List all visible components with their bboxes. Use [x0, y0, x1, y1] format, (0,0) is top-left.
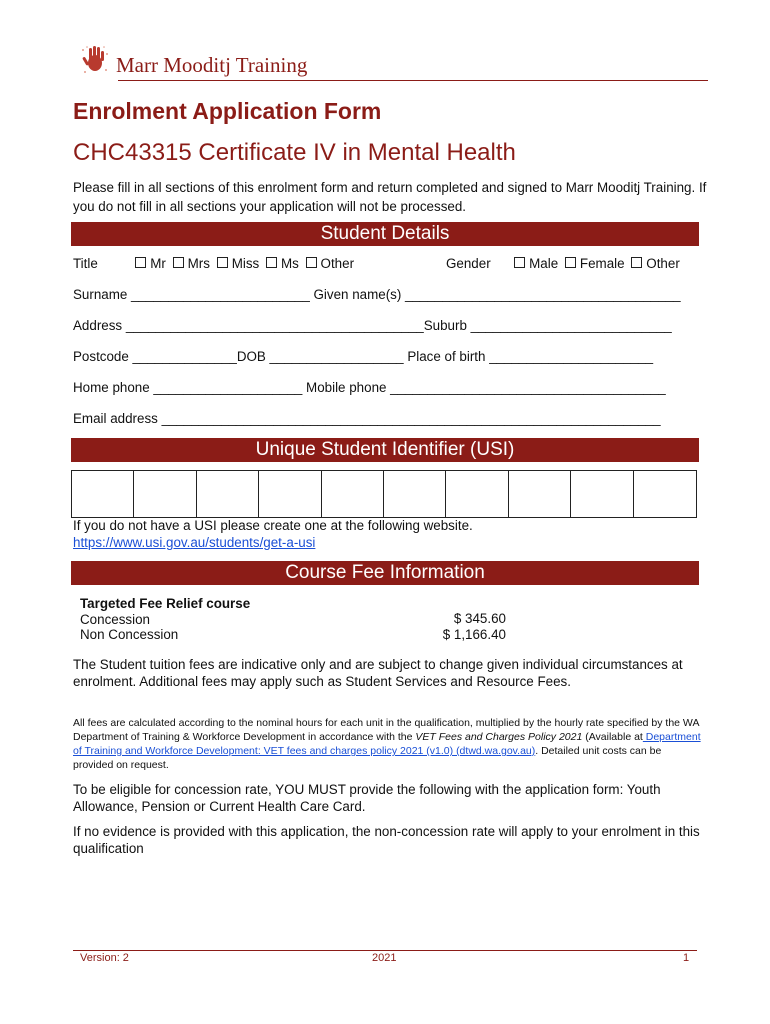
policy-link[interactable]: Department of Training and Workforce Development: VET fees and charges policy 2021 (v1.0) (dtwd.wa.gov.au) [73, 731, 701, 757]
title-row [73, 256, 357, 271]
checkbox[interactable] [266, 257, 277, 268]
usi-input-grid[interactable] [71, 470, 697, 518]
usi-link[interactable]: https://www.usi.gov.au/students/get-a-usi [73, 535, 316, 550]
footer-year: 2021 [372, 952, 397, 964]
fine-text-b: (Available at [582, 731, 643, 743]
postcode-row[interactable]: Postcode ______________DOB __________________ Place of birth ______________________ [73, 349, 654, 364]
title-label: Title [73, 256, 98, 271]
title-option-miss[interactable]: Miss [217, 256, 260, 271]
fee-course-type: Targeted Fee Relief course [80, 596, 251, 611]
course-fee-heading: Course Fee Information [71, 561, 699, 585]
surname-row[interactable]: Surname ________________________ Given name(s) _____________________________________ [73, 287, 681, 302]
usi-char-box[interactable] [384, 471, 446, 517]
title-option-mrs[interactable]: Mrs [173, 256, 210, 271]
student-details-heading: Student Details [71, 222, 699, 246]
fee-labels [80, 596, 250, 643]
intro-text: Please fill in all sections of this enrolment form and return completed and signed to Marr Mooditj Training. If you do not fill in all sections your application will not be processed. [73, 180, 707, 214]
checkbox[interactable] [217, 257, 228, 268]
checkbox[interactable] [306, 257, 317, 268]
checkbox[interactable] [631, 257, 642, 268]
fine-text-c: . Detailed unit costs can be provided on request. [73, 745, 662, 771]
nonconcession-label: Non Concession [80, 627, 179, 642]
fee-calculation-note [73, 716, 703, 772]
gender-option-other[interactable]: Other [631, 256, 680, 271]
gender-label: Gender [446, 256, 491, 271]
fee-disclaimer: The Student tuition fees are indicative only and are subject to change given individual circumstances at enrolment. Additional fees may apply such as Student Services and Resource Fees. [73, 657, 683, 689]
footer-rule [73, 950, 697, 951]
usi-char-box[interactable] [509, 471, 571, 517]
fine-text-a: All fees are calculated according to the nominal hours for each unit in the qualification, multiplied by the hourly rate specified by the WA Department of Training & Workforce Development in accordance with the [73, 717, 699, 743]
usi-char-box[interactable] [197, 471, 259, 517]
usi-char-box[interactable] [134, 471, 196, 517]
usi-heading: Unique Student Identifier (USI) [71, 438, 699, 462]
checkbox[interactable] [135, 257, 146, 268]
usi-char-box[interactable] [322, 471, 384, 517]
form-title: Enrolment Application Form [73, 98, 382, 124]
usi-char-box[interactable] [72, 471, 134, 517]
title-option-mr[interactable]: Mr [135, 256, 166, 271]
checkbox[interactable] [514, 257, 525, 268]
gender-option-female[interactable]: Female [565, 256, 625, 271]
usi-char-box[interactable] [571, 471, 633, 517]
checkbox[interactable] [173, 257, 184, 268]
title-option-ms[interactable]: Ms [266, 256, 299, 271]
footer-page-number: 1 [683, 952, 690, 964]
checkbox[interactable] [565, 257, 576, 268]
usi-char-box[interactable] [259, 471, 321, 517]
footer-version: Version: 2 [80, 952, 129, 964]
email-row[interactable]: Email address ___________________________________________________________________ [73, 411, 661, 426]
title-option-other[interactable]: Other [306, 256, 355, 271]
gender-row [446, 256, 683, 271]
address-row[interactable]: Address ________________________________________Suburb ___________________________ [73, 318, 672, 333]
brand-name: Marr Mooditj Training [116, 53, 308, 77]
concession-amount: $ 345.60 [453, 611, 506, 626]
no-evidence-note: If no evidence is provided with this application, the non-concession rate will apply to your enrolment in this qualification [73, 824, 700, 856]
fine-policy-name: VET Fees and Charges Policy 2021 [415, 731, 583, 743]
fee-amounts [380, 611, 506, 642]
usi-char-box[interactable] [446, 471, 508, 517]
gender-option-male[interactable]: Male [514, 256, 558, 271]
concession-requirement: To be eligible for concession rate, YOU MUST provide the following with the application form: Youth Allowance, Pension or Current Health Care Card. [73, 782, 661, 814]
usi-char-box[interactable] [634, 471, 696, 517]
course-title: CHC43315 Certificate IV in Mental Health [73, 139, 516, 166]
header-rule [118, 80, 708, 81]
phone-row[interactable]: Home phone ____________________ Mobile phone _____________________________________ [73, 380, 666, 395]
nonconcession-amount: $ 1,166.40 [442, 626, 506, 642]
hand-logo-icon [80, 44, 110, 76]
concession-label: Concession [80, 611, 150, 627]
usi-note: If you do not have a USI please create one at the following website. [73, 518, 473, 533]
